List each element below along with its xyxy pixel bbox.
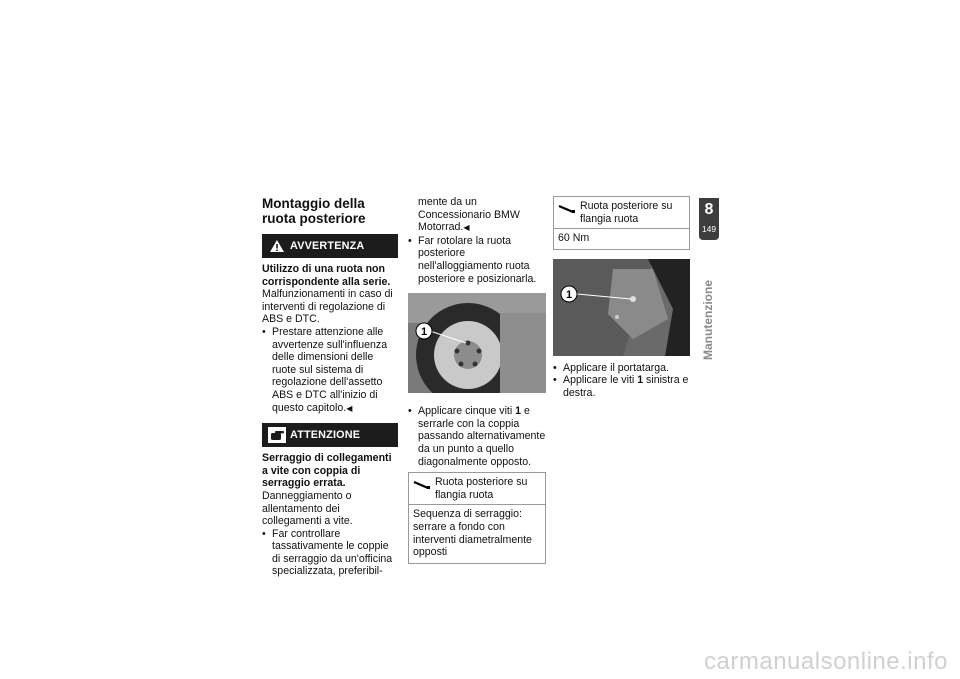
step-side-screws-text: Applicare le viti <box>563 374 638 387</box>
caution-list <box>262 528 398 578</box>
steps-list-1 <box>408 235 546 285</box>
photo-rear-wheel-flange <box>408 293 546 393</box>
spec-label: Ruota posteriore su flangia ruota <box>435 476 528 501</box>
caution-text: Danneggiamento o allentamento dei collegamenti a vite. <box>262 489 353 528</box>
photo-plate-holder <box>553 259 690 356</box>
plate-holder-illustration <box>553 259 690 356</box>
step-plate-holder: Applicare il portatarga. <box>563 361 669 374</box>
warning-triangle-icon <box>268 238 286 254</box>
list-item <box>408 405 546 468</box>
list-item <box>262 528 398 578</box>
torque-spec-sequence <box>408 472 546 564</box>
chapter-name: Manutenzione <box>701 280 715 360</box>
step-side-screws-ref: 1 <box>637 374 644 387</box>
rear-wheel-illustration <box>408 293 546 393</box>
column-1 <box>262 196 398 578</box>
torque-wrench-icon <box>558 200 580 225</box>
list-item <box>553 374 690 399</box>
caution-bullet-part2-line <box>408 196 546 235</box>
torque-wrench-icon <box>413 476 435 501</box>
list-item <box>262 326 398 415</box>
step-roll-wheel: Far rotolare la ruota posteriore nell'alloggiamento ruota posteriore e posizionarla. <box>418 234 537 285</box>
end-marker-icon: ◀ <box>346 403 353 413</box>
warning-bullet: Prestare attenzione alle avvertenze sull'influenza delle dimensioni delle ruote sul sistema di regolazione dell'assetto ABS e DTC all'inizio di questo capitolo. <box>272 325 388 414</box>
callout-number: 1 <box>565 288 573 301</box>
chapter-tab <box>699 198 719 240</box>
caution-bullet-part1: Far controllare tassativamente le coppie di serraggio da un'officina specializzata, preferibil- <box>272 527 393 578</box>
list-item <box>553 362 690 375</box>
hand-pointer-icon <box>268 427 286 443</box>
end-marker-icon: ◀ <box>463 223 470 233</box>
warning-heading: Utilizzo di una ruota non corrispondente alla serie. <box>262 263 391 288</box>
steps-list-3 <box>553 362 690 400</box>
caution-heading: Serraggio di collegamenti a vite con coppia di serraggio errata. <box>262 452 392 490</box>
step-screws-ref: 1 <box>515 405 522 418</box>
callout-number: 1 <box>420 326 428 339</box>
warning-label: AVVERTENZA <box>290 239 365 252</box>
torque-spec-value <box>553 196 690 250</box>
column-3 <box>553 196 690 400</box>
caution-label: ATTENZIONE <box>290 428 361 441</box>
spec-head <box>409 473 545 505</box>
warning-list <box>262 326 398 415</box>
spec-value: 60 Nm <box>558 232 590 245</box>
section-title: Montaggio della ruota posteriore <box>262 196 366 226</box>
step-screws-text-2: e serrarle con la coppia passando alternativamente da un punto a quello diagonalmente opposto. <box>418 405 546 468</box>
spec-value: Sequenza di serraggio: serrare a fondo con interventi diametralmente opposti <box>413 508 532 559</box>
warning-text: Malfunzionamenti in caso di interventi di regolazione di ABS e DTC. <box>262 288 393 326</box>
caution-bullet-part2: mente da un Concessionario BMW Motorrad. <box>418 196 520 234</box>
steps-list-2 <box>408 405 546 468</box>
list-item <box>408 235 546 285</box>
page-number: 149 <box>701 224 717 234</box>
spec-head <box>554 197 689 229</box>
column-2 <box>408 196 546 564</box>
step-side-screws-text-2: sinistra e destra. <box>563 374 689 399</box>
caution-bar <box>262 423 398 447</box>
step-screws-text: Applicare cinque viti <box>418 405 516 418</box>
warning-bar <box>262 234 398 258</box>
chapter-number: 8 <box>704 201 714 218</box>
watermark: carmanualsonline.info <box>704 648 948 675</box>
spec-label: Ruota posteriore su flangia ruota <box>580 200 673 225</box>
